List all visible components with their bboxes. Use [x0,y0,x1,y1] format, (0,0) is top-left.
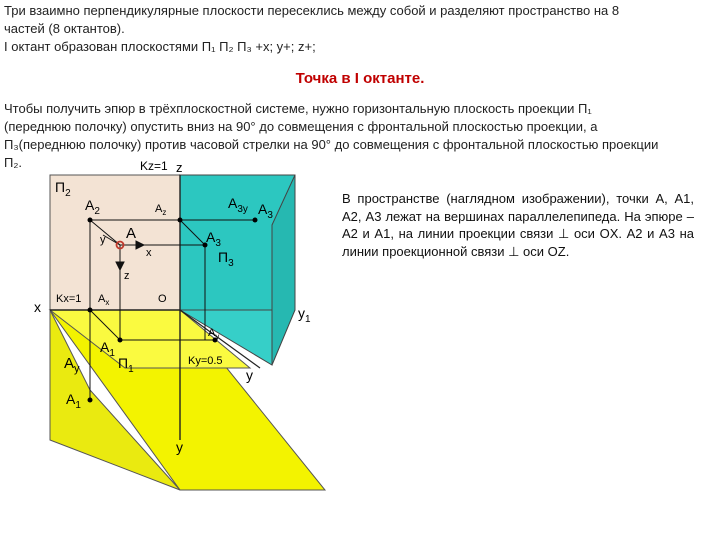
intro-line-3: I октант образован плоскостями П₁ П₂ П₃ +x; y+; z+; [4,39,316,54]
a3-top-label: $А_3$ [258,201,273,221]
y-small-label: y [100,234,106,246]
origin-label: O [158,293,167,305]
side-note: В пространстве (наглядном изображении), точки А, А1, А2, А3 лежат на вершинах параллелепипеда. На эпюре – А2 и А1, на линии проекции связи ⊥ оси ОX. А2 и А3 на линии проекционной связи ⊥ оси ОZ. [342,191,694,259]
x-axis-label: x [34,299,41,315]
p2-label: $П_2$ [55,179,71,199]
z-small-label: z [124,270,130,282]
az-label: $А_z$ [155,203,167,217]
p1-label: $П_1$ [118,355,134,375]
a1-label: $А_1$ [100,339,115,359]
y-right-label: y [246,367,253,383]
z-top-label: z [176,160,183,175]
section-title: Точка в I октанте. [295,70,425,87]
ky-label: Ky=0.5 [188,355,223,367]
kx-label: Kx=1 [56,293,82,305]
a3-label: $А_3$ [206,229,221,249]
a1-low-label: $А_1$ [66,391,81,411]
p3-label: $П_3$ [218,249,234,269]
ax-label: $А_x$ [98,293,110,307]
ay-left-label: $А_y$ [64,355,80,375]
paragraph-line-1: Чтобы получить эпюр в трёхплоскостной системе, нужно горизонтальную плоскость проекции П₁ [4,101,592,116]
a3y-label: $А_{3y}$ [228,195,248,215]
paragraph-line-2: (переднюю полочку) опустить вниз на 90° до совмещения с фронтальной плоскостью проекции, а [4,119,598,134]
paragraph-line-3: П₃(переднюю полочку) против часовой стрелки на 90° до совмещения с фронтальной плоскостью проекции [4,137,659,152]
intro-line-2: частей (8 октантов). [4,21,125,36]
x-small-label: x [146,247,152,259]
intro-line-1: Три взаимно перпендикулярные плоскости пересеклись между собой и разделяют пространство на 8 [4,3,620,18]
y1-label: $y_1$ [298,305,311,325]
a-label: А [126,225,137,242]
ay-label: $А_y$ [208,327,220,341]
kz-label: Kz=1 [140,159,168,173]
y-bottom-label: y [176,439,183,455]
a2-label: $А_2$ [85,197,100,217]
paragraph-line-4: П₂. [4,155,23,170]
